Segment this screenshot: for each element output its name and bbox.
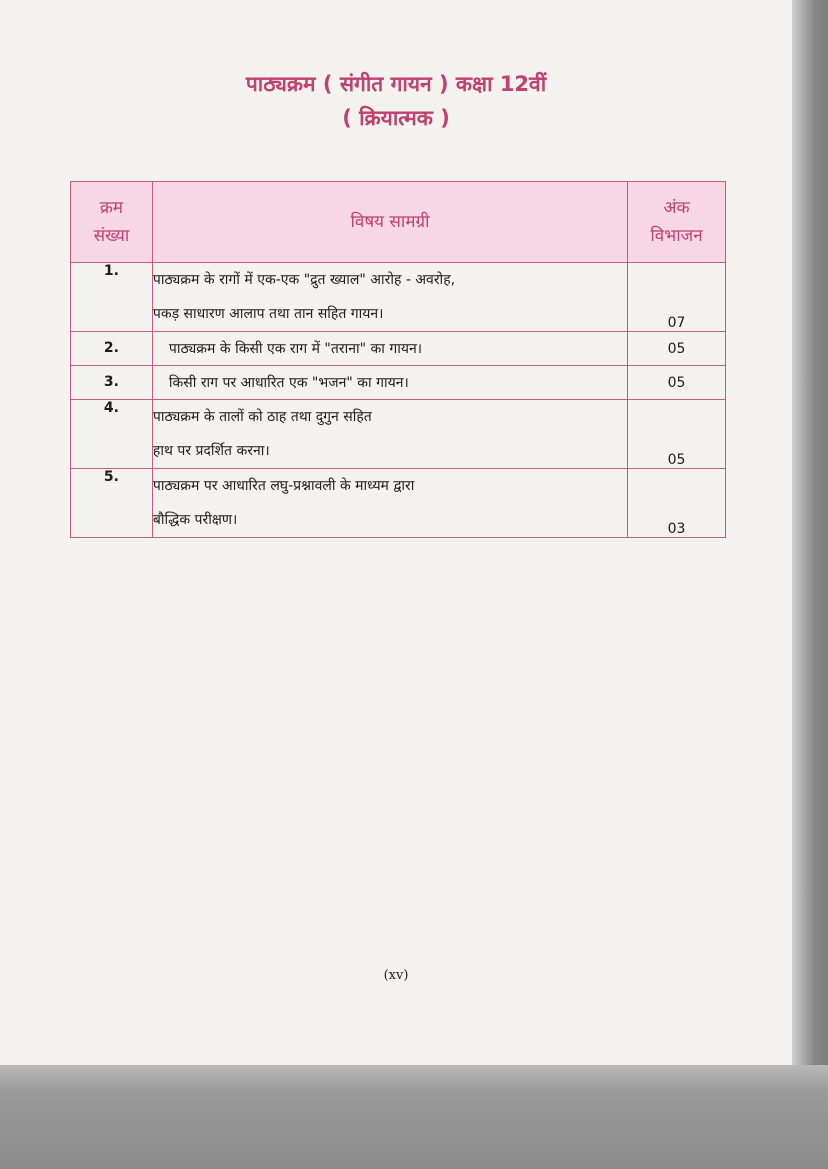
row-content-line2: पकड़ साधारण आलाप तथा तान सहित गायन।	[152, 306, 384, 322]
table-row	[71, 332, 726, 366]
row-content	[152, 366, 627, 400]
header-serial-line1: क्रम	[99, 198, 124, 218]
header-subject: विषय सामग्री	[152, 182, 627, 263]
header-serial	[71, 182, 153, 263]
row-content	[152, 469, 627, 538]
row-content-line1: किसी राग पर आधारित एक "भजन" का गायन।	[168, 375, 409, 391]
page-number: (xv)	[383, 968, 409, 983]
row-marks: 05	[628, 332, 726, 366]
row-content-line2: हाथ पर प्रदर्शित करना।	[152, 443, 270, 459]
header-serial-line2: संख्या	[93, 226, 130, 246]
page-title: पाठ्यक्रम ( संगीत गायन ) कक्षा 12वीं	[245, 72, 547, 96]
syllabus-table	[70, 181, 726, 538]
row-marks: 05	[628, 400, 726, 469]
header-marks-line1: अंक	[663, 198, 690, 218]
page-subtitle: ( क्रियात्मक )	[342, 106, 450, 130]
row-number: 1.	[71, 263, 153, 332]
row-number: 4.	[71, 400, 153, 469]
row-number: 3.	[71, 366, 153, 400]
row-number: 2.	[71, 332, 153, 366]
row-marks: 07	[628, 263, 726, 332]
row-marks: 03	[628, 469, 726, 538]
row-content-line1: पाठ्यक्रम के तालों को ठाह तथा दुगुन सहित	[152, 409, 372, 425]
header-marks-line2: विभाजन	[650, 226, 703, 246]
row-marks: 05	[628, 366, 726, 400]
table-row	[71, 263, 726, 332]
table-header-row	[71, 182, 726, 263]
row-content	[152, 332, 627, 366]
bottom-scan-shadow	[0, 1065, 828, 1169]
row-number: 5.	[71, 469, 153, 538]
table-row	[71, 366, 726, 400]
row-content	[152, 263, 627, 332]
table-row	[71, 400, 726, 469]
row-content-line1: पाठ्यक्रम पर आधारित लघु-प्रश्नावली के माध्यम द्वारा	[152, 478, 415, 494]
row-content-line1: पाठ्यक्रम के किसी एक राग में "तराना" का गायन।	[168, 341, 423, 357]
row-content-line1: पाठ्यक्रम के रागों में एक-एक "द्रुत ख्याल" आरोह - अवरोह,	[152, 272, 456, 288]
row-content	[152, 400, 627, 469]
page-edge-shadow	[792, 0, 828, 1169]
table-row	[71, 469, 726, 538]
row-content-line2: बौद्धिक परीक्षण।	[152, 512, 238, 528]
header-marks	[628, 182, 726, 263]
